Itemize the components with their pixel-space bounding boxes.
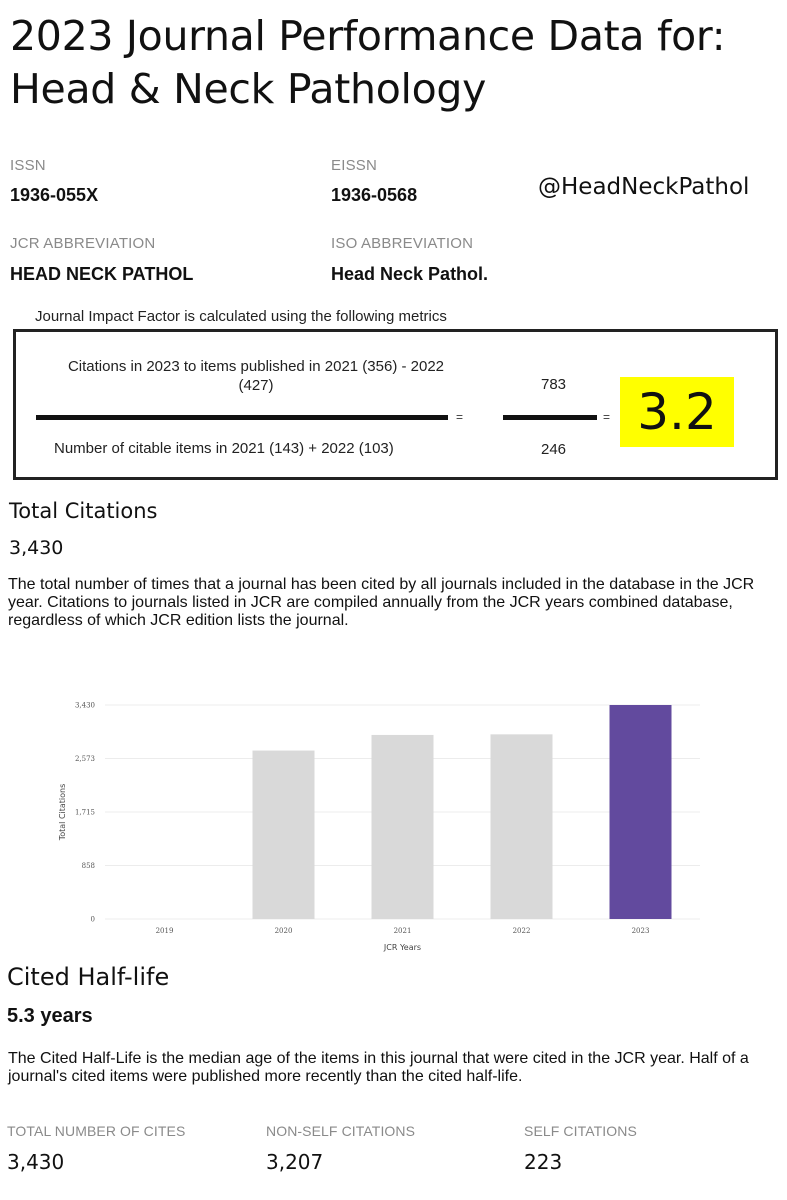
total-cites-value: 3,430 [7, 1150, 65, 1174]
jif-denominator-value: 246 [541, 441, 567, 458]
jif-equals-sign-2: = [603, 410, 611, 424]
jif-numerator-value: 783 [541, 376, 567, 393]
jif-caption: Journal Impact Factor is calculated using the following metrics [35, 308, 447, 325]
total-citations-heading: Total Citations [9, 499, 158, 523]
total-cites-label: TOTAL NUMBER OF CITES [7, 1123, 186, 1139]
cited-half-life-description: The Cited Half-Life is the median age of the items in this journal that were cited in the JCR year. Half of a journal's cited items were published more recently than the cited half-life. [8, 1050, 749, 1085]
jif-numerator-text: Citations in 2023 to items published in 2021 (356) - 2022 (427) [67, 358, 445, 394]
jif-value-fraction-line [503, 415, 597, 420]
chart-bar-2022 [491, 734, 553, 919]
chart-y-axis-title: Total Citations [58, 783, 67, 841]
chart-bar-2020 [253, 751, 315, 919]
impact-factor-result: 3.2 [620, 377, 734, 447]
cited-half-life-value: 5.3 years [7, 1005, 93, 1027]
chart-bar-2021 [372, 735, 434, 919]
chart-y-tick-label: 0 [90, 915, 95, 924]
chart-x-tick-label: 2023 [631, 927, 650, 935]
chart-y-tick-label: 858 [81, 862, 95, 870]
chart-x-tick-label: 2021 [393, 927, 412, 935]
total-citations-value: 3,430 [9, 537, 64, 559]
eissn-value: 1936-0568 [331, 185, 418, 205]
cited-half-life-heading: Cited Half-life [7, 963, 170, 991]
chart-y-tick-label: 2,573 [74, 755, 95, 763]
jcr-abbreviation-label: JCR ABBREVIATION [10, 235, 156, 252]
jif-fraction-line [36, 415, 448, 420]
issn-value: 1936-055X [10, 185, 99, 205]
chart-x-tick-label: 2020 [274, 927, 293, 935]
self-citations-value: 223 [524, 1150, 563, 1174]
chart-y-tick-label: 1,715 [74, 808, 95, 817]
issn-label: ISSN [10, 157, 46, 174]
page-title [10, 10, 785, 116]
chart-x-axis-title: JCR Years [383, 943, 422, 952]
jcr-abbreviation-value: HEAD NECK PATHOL [10, 264, 194, 284]
non-self-citations-value: 3,207 [266, 1150, 324, 1174]
page-title-line2: Head & Neck Pathology [10, 65, 487, 113]
chart-x-tick-label: 2022 [512, 927, 531, 935]
page-title-line1: 2023 Journal Performance Data for: [10, 12, 726, 60]
chart-y-tick-label: 3,430 [74, 701, 95, 710]
self-citations-label: SELF CITATIONS [524, 1123, 637, 1139]
jif-formula-box [13, 329, 778, 480]
total-citations-bar-chart [55, 690, 705, 955]
non-self-citations-label: NON-SELF CITATIONS [266, 1123, 416, 1139]
jif-denominator-text: Number of citable items in 2021 (143) + 2022 (103) [54, 440, 394, 457]
eissn-label: EISSN [331, 157, 378, 174]
iso-abbreviation-value: Head Neck Pathol. [331, 264, 489, 284]
chart-bar-2023 [610, 705, 672, 919]
chart-x-tick-label: 2019 [155, 927, 174, 935]
twitter-handle: @HeadNeckPathol [538, 174, 750, 200]
total-citations-description: The total number of times that a journal has been cited by all journals included in the database in the JCR year. Citations to journals listed in JCR are compiled annually from the JCR years combined database, regardless of which JCR edition lists the journal. [8, 576, 755, 629]
iso-abbreviation-label: ISO ABBREVIATION [331, 235, 474, 252]
jif-equals-sign: = [456, 410, 464, 424]
